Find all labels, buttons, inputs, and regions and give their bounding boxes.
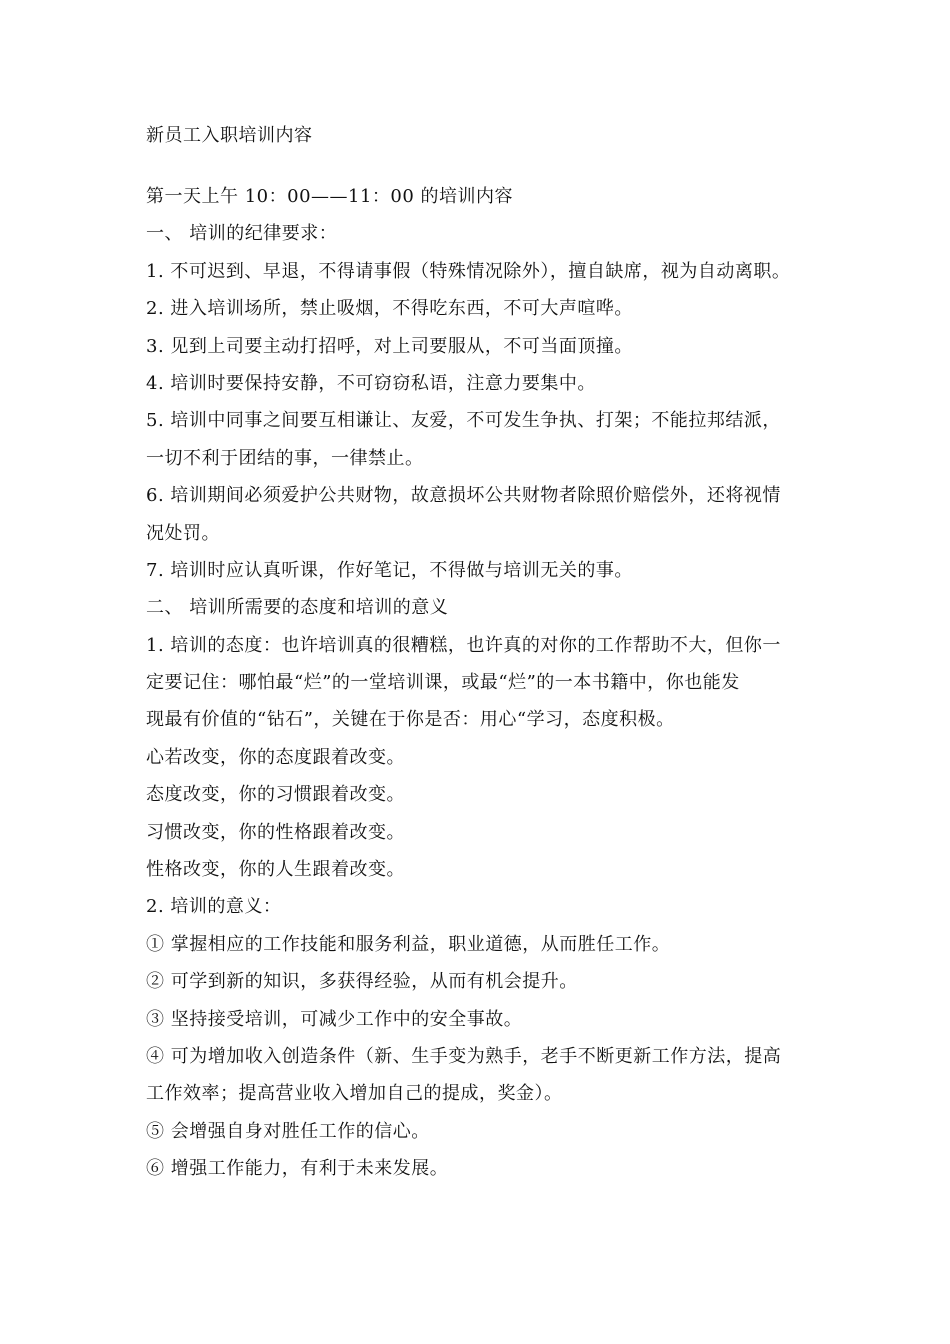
text-line: 6. 培训期间必须爱护公共财物，故意损坏公共财物者除照价赔偿外，还将视情	[146, 485, 781, 507]
text-line: 2. 培训的意义：	[146, 896, 282, 918]
list-item: ⑥ 增强工作能力，有利于未来发展。	[146, 1158, 449, 1180]
section-heading: 一、 培训的纪律要求：	[146, 223, 338, 245]
text-line: 心若改变，你的态度跟着改变。	[146, 746, 405, 768]
text-line: 习惯改变，你的性格跟着改变。	[146, 821, 405, 843]
list-item: ② 可学到新的知识，多获得经验，从而有机会提升。	[146, 971, 578, 993]
list-item: ① 掌握相应的工作技能和服务利益，职业道德，从而胜任工作。	[146, 933, 671, 955]
document-body	[146, 178, 826, 1188]
text-line: 3. 见到上司要主动打招呼，对上司要服从，不可当面顶撞。	[146, 335, 633, 357]
document-title: 新员工入职培训内容	[146, 125, 313, 146]
text-line: 工作效率；提高营业收入增加自己的提成，奖金）。	[146, 1083, 563, 1105]
text-line: 2. 进入培训场所，禁止吸烟，不得吃东西，不可大声喧哗。	[146, 298, 633, 320]
text-line: 一切不利于团结的事，一律禁止。	[146, 447, 424, 469]
text-line: 现最有价值的“钻石”，关键在于你是否：用心“学习，态度积极。	[146, 709, 675, 731]
text-line: 1. 不可迟到、早退，不得请事假（特殊情况除外），擅自缺席，视为自动离职。	[146, 260, 791, 282]
text-line: 第一天上午 10：00——11：00 的培训内容	[146, 186, 514, 207]
text-line: 况处罚。	[146, 522, 220, 544]
text-line: 4. 培训时要保持安静，不可窃窃私语，注意力要集中。	[146, 372, 596, 394]
text-line: 5. 培训中同事之间要互相谦让、友爱，不可发生争执、打架；不能拉邦结派，	[146, 410, 781, 432]
text-line: 7. 培训时应认真听课，作好笔记，不得做与培训无关的事。	[146, 559, 633, 581]
list-item: ⑤ 会增强自身对胜任工作的信心。	[146, 1120, 430, 1142]
text-line: 态度改变，你的习惯跟着改变。	[146, 784, 405, 806]
text-line: 性格改变，你的人生跟着改变。	[146, 859, 405, 881]
list-item: ④ 可为增加收入创造条件（新、生手变为熟手，老手不断更新工作方法，提高	[146, 1045, 782, 1067]
text-line: 1. 培训的态度：也许培训真的很糟糕，也许真的对你的工作帮助不大，但你一	[146, 634, 781, 656]
list-item: ③ 坚持接受培训，可减少工作中的安全事故。	[146, 1008, 523, 1030]
section-heading: 二、 培训所需要的态度和培训的意义	[146, 597, 449, 619]
text-line: 定要记住：哪怕最“烂”的一堂培训课，或最“烂”的一本书籍中，你也能发	[146, 672, 740, 694]
